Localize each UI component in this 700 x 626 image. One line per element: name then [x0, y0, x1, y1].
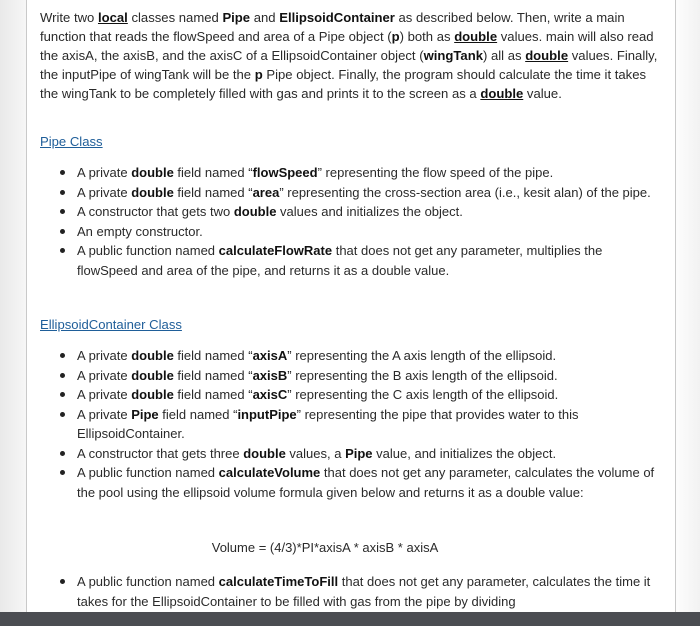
- ellipsoid-class-list-continued: [60, 572, 658, 611]
- list-item: A public function named calculateTimeToFill that does not get any parameter, calculates the time it takes for the EllipsoidContainer to be filled with gas from the pipe by dividing: [60, 572, 658, 611]
- list-item: A constructor that gets two double values and initializes the object.: [60, 202, 658, 222]
- ellipsoid-class-heading: EllipsoidContainer Class: [40, 317, 182, 332]
- list-item: A private double field named “area” representing the cross-section area (i.e., kesit alan) of the pipe.: [60, 183, 658, 203]
- ellipsoid-class-list: [60, 346, 658, 502]
- intro-paragraph: Write two local classes named Pipe and EllipsoidContainer as described below. Then, write a main function that reads the flowSpeed and area of a Pipe object (p) both as double values. main will also read the axisA, the axisB, and the axisC of a EllipsoidContainer object (wingTank) all as double values. Finally, the inputPipe of wingTank will be the p Pipe object. Finally, the program should calculate the time it takes the wingTank to be completely filled with gas and prints it to the screen as a double value.: [40, 10, 658, 101]
- list-item: An empty constructor.: [60, 222, 658, 242]
- list-item: A private double field named “axisB” representing the B axis length of the ellipsoid.: [60, 366, 658, 386]
- pipe-class-list: [60, 163, 658, 280]
- pipe-class-heading: Pipe Class: [40, 134, 103, 149]
- bottom-edge-bar: [0, 612, 700, 626]
- list-item: A private Pipe field named “inputPipe” representing the pipe that provides water to this EllipsoidContainer.: [60, 405, 658, 444]
- list-item: A constructor that gets three double values, a Pipe value, and initializes the object.: [60, 444, 658, 464]
- list-item: A public function named calculateVolume that does not get any parameter, calculates the volume of the pool using the ellipsoid volume formula given below and returns it as a double value:: [60, 463, 658, 502]
- list-item: A public function named calculateFlowRate that does not get any parameter, multiplies the flowSpeed and area of the pipe, and returns it as a double value.: [60, 241, 658, 280]
- list-item: A private double field named “flowSpeed” representing the flow speed of the pipe.: [60, 163, 658, 183]
- volume-formula: Volume = (4/3)*PI*axisA * axisB * axisA: [211, 540, 439, 555]
- list-item: A private double field named “axisC” representing the C axis length of the ellipsoid.: [60, 385, 658, 405]
- list-item: A private double field named “axisA” representing the A axis length of the ellipsoid.: [60, 346, 658, 366]
